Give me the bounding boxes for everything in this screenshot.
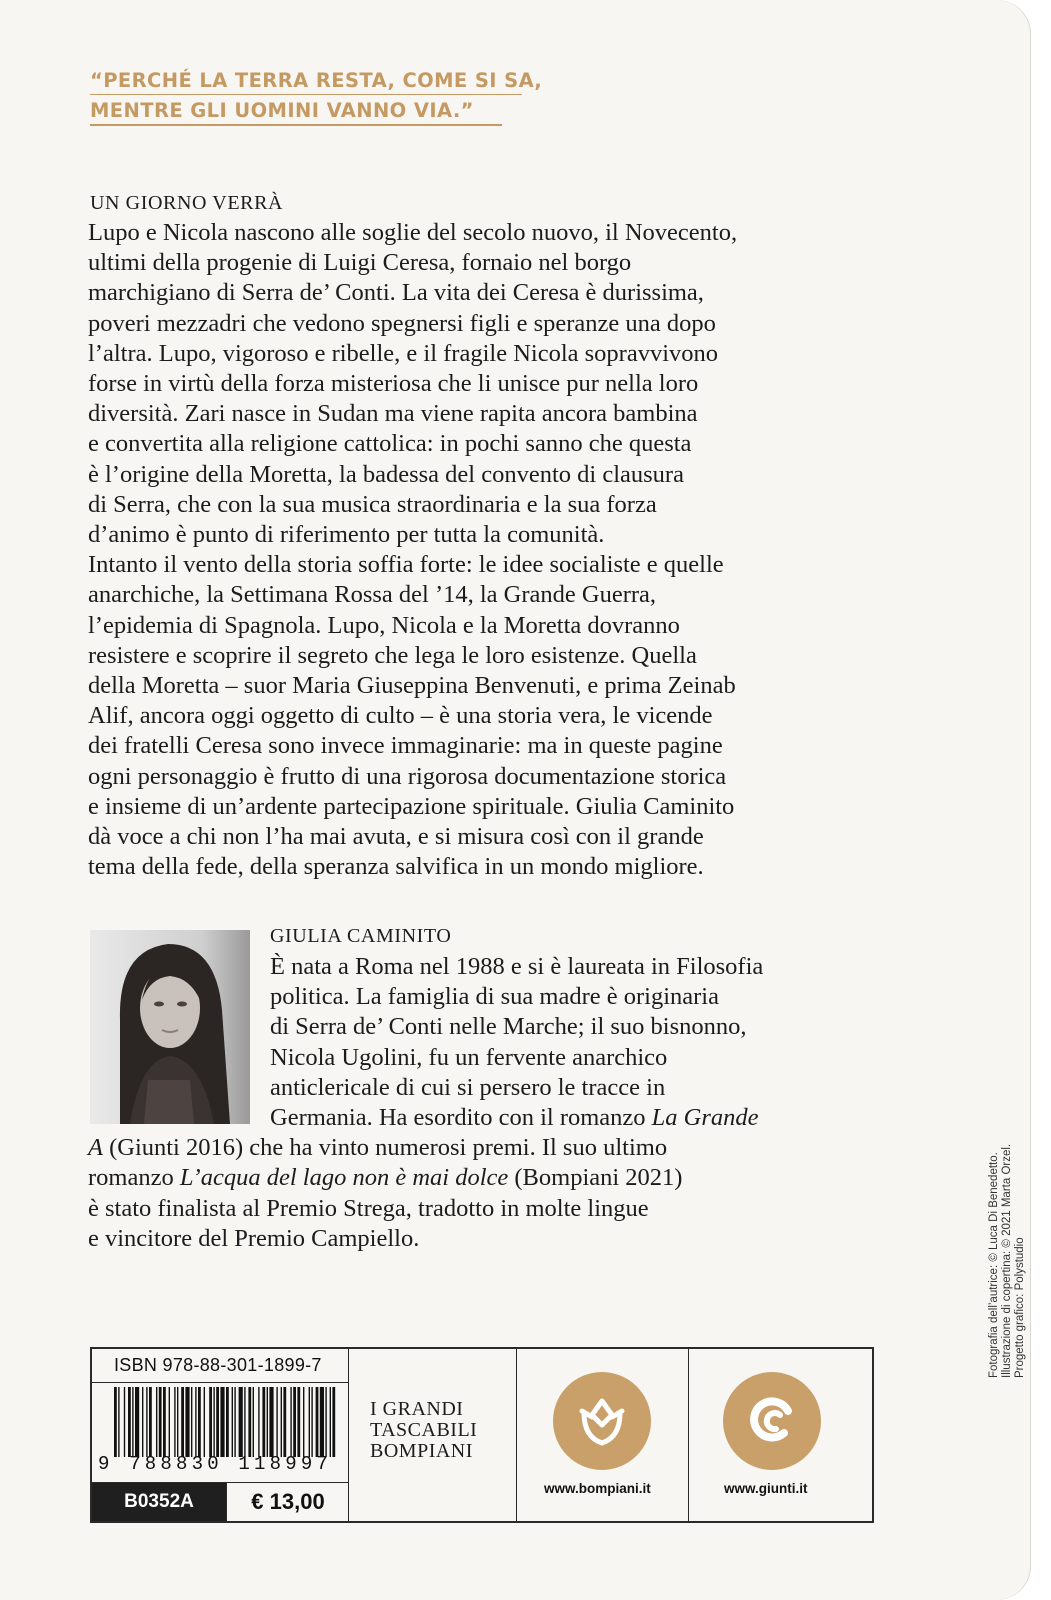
barcode-bar (226, 1387, 229, 1457)
synopsis-line: dei fratelli Ceresa sono invece immaginarie: ma in queste pagine (88, 732, 723, 760)
bompiani-url[interactable]: www.bompiani.it (544, 1481, 651, 1496)
barcode-bar (303, 1387, 304, 1457)
synopsis-line: poveri mezzadri che vedono spegnersi figli e speranze una dopo (88, 309, 716, 337)
barcode-bar (114, 1387, 117, 1457)
synopsis-line: l’altra. Lupo, vigoroso e ribelle, e il fragile Nicola sopravvivono (88, 339, 719, 367)
barcode-bar (181, 1387, 184, 1457)
barcode-bar (220, 1387, 224, 1457)
retail-panel (90, 1347, 874, 1523)
barcode-bar (169, 1387, 170, 1457)
bio-text: (Bompiani 2021) (508, 1164, 683, 1192)
barcode-bar (234, 1387, 235, 1457)
bio-line: e vincitore del Premio Campiello. (88, 1224, 420, 1252)
bio-line (88, 1103, 888, 1133)
barcode-bar (244, 1387, 245, 1457)
barcode-bar (258, 1387, 259, 1457)
barcode-bar (311, 1387, 312, 1457)
synopsis-title: UN GIORNO VERRÀ (90, 192, 284, 214)
barcode-bar (232, 1387, 233, 1457)
barcode-bar (198, 1387, 201, 1457)
synopsis-line: diversità. Zari nasce in Sudan ma viene rapita ancora bambina (88, 400, 698, 428)
synopsis-line: ogni personaggio è frutto di una rigorosa documentazione storica (88, 762, 727, 790)
barcode-bar (177, 1387, 178, 1457)
bio-text: romanzo (88, 1164, 180, 1192)
barcode-bar (156, 1387, 157, 1457)
author-bio (88, 952, 888, 1254)
credit-photo: Fotografia dell’autrice: © Luca Di Benedetto. (988, 1152, 1000, 1378)
bio-line: è stato finalista al Premio Strega, tradotto in molte lingue (88, 1194, 649, 1222)
giunti-logo-icon (722, 1371, 822, 1471)
synopsis-line: resistere e scoprire il segreto che lega le loro esistenze. Quella (88, 641, 697, 669)
barcode-bar (239, 1387, 243, 1457)
isbn-label: ISBN 978-88-301-1899-7 (114, 1355, 322, 1375)
bio-line (88, 1133, 888, 1163)
quote-line-1: “PERCHÉ LA TERRA RESTA, COME SI SA, (90, 69, 543, 92)
barcode-bar (159, 1387, 162, 1457)
barcode-bar (297, 1387, 300, 1457)
series-line: TASCABILI (370, 1419, 478, 1441)
synopsis-line: è l’origine della Moretta, la badessa del convento di clausura (88, 460, 684, 488)
synopsis-line: e insieme di un’ardente partecipazione spirituale. Giulia Caminito (88, 792, 735, 820)
barcode-bar (276, 1387, 277, 1457)
synopsis-line: l’epidemia di Spagnola. Lupo, Nicola e la Moretta dovranno (88, 611, 680, 639)
barcode-bar (267, 1387, 268, 1457)
bio-line: anticlericale di cui si persero le tracce in (270, 1073, 666, 1101)
barcode-number: 9 788830 118997 (98, 1453, 333, 1475)
quote-underline-2 (90, 124, 502, 126)
divider (226, 1482, 227, 1523)
book-title-italic: L’acqua del lago non è mai dolce (179, 1164, 509, 1192)
barcode-bar (332, 1387, 335, 1457)
divider (348, 1349, 349, 1521)
bio-line: politica. La famiglia di sua madre è originaria (270, 983, 719, 1011)
barcode-bar (253, 1387, 254, 1457)
series-line: BOMPIANI (370, 1440, 473, 1462)
divider (516, 1349, 517, 1521)
synopsis-line: Intanto il vento della storia soffia forte: le idee socialiste e quelle (88, 551, 724, 579)
barcode-bar (135, 1387, 139, 1457)
barcode-bar (283, 1387, 286, 1457)
synopsis-text (88, 218, 888, 882)
barcode-bar (142, 1387, 143, 1457)
barcode-bar (262, 1387, 265, 1457)
synopsis-line: Alif, ancora oggi oggetto di culto – è una storia vera, le vicende (88, 702, 713, 730)
barcode-bar (195, 1387, 196, 1457)
barcode-bar (269, 1387, 273, 1457)
synopsis-line: della Moretta – suor Maria Giuseppina Benvenuti, e prima Zeinab (88, 672, 736, 700)
credit-design: Progetto grafico: Polystudio (1014, 1237, 1026, 1378)
bio-line (88, 1163, 888, 1193)
barcode-bar (216, 1387, 219, 1457)
barcode-bar (209, 1387, 212, 1457)
bio-line: di Serra de’ Conti nelle Marche; il suo bisnonno, (270, 1013, 747, 1041)
barcode-bar (213, 1387, 214, 1457)
synopsis-line: forse in virtù della forza misteriosa che li unisce pur nella loro (88, 370, 699, 398)
series-line: I GRANDI (370, 1398, 464, 1420)
divider (92, 1382, 348, 1383)
barcode-bar (128, 1387, 131, 1457)
synopsis-line: tema della fede, della speranza salvifica in un mondo migliore. (88, 853, 704, 881)
barcode-bar (316, 1387, 319, 1457)
cover-quote (90, 66, 590, 126)
bio-text: Germania. Ha esordito con il romanzo (270, 1104, 652, 1132)
synopsis-line: marchigiano di Serra de’ Conti. La vita dei Ceresa è durissima, (88, 279, 704, 307)
synopsis-line: d’animo è punto di riferimento per tutta la comunità. (88, 521, 605, 549)
product-code: B0352A (92, 1483, 226, 1521)
book-title-italic: La Grande (651, 1104, 759, 1132)
credit-illustration: Illustrazione di copertina: © 2021 Marta Orzel. (1001, 1143, 1013, 1378)
barcode-bar (185, 1387, 189, 1457)
synopsis-line: anarchiche, la Settimana Rossa del ’14, la Grande Guerra, (88, 581, 657, 609)
barcode-bar (330, 1387, 331, 1457)
bompiani-logo-icon (552, 1371, 652, 1471)
barcode-bar (118, 1387, 119, 1457)
synopsis-line: ultimi della progenie di Luigi Ceresa, fornaio nel borgo (88, 249, 632, 277)
barcode-bar (281, 1387, 282, 1457)
barcode-bar (320, 1387, 324, 1457)
barcode-bar (248, 1387, 251, 1457)
barcode-bar (290, 1387, 291, 1457)
price: € 13,00 (251, 1489, 325, 1514)
barcode (112, 1387, 336, 1457)
series-logo (370, 1399, 510, 1462)
bio-line: Nicola Ugolini, fu un fervente anarchico (270, 1043, 668, 1071)
barcode-bar (174, 1387, 175, 1457)
synopsis-line: dà voce a chi non l’ha mai avuta, e si misura così con il grande (88, 823, 704, 851)
barcode-bar (204, 1387, 205, 1457)
quote-underline-1 (90, 94, 522, 95)
quote-line-2: MENTRE GLI UOMINI VANNO VIA.” (90, 99, 474, 122)
synopsis-line: Lupo e Nicola nascono alle soglie del secolo nuovo, il Novecento, (88, 219, 738, 246)
barcode-bar (132, 1387, 133, 1457)
book-title-italic: A (88, 1134, 103, 1162)
barcode-bar (191, 1387, 192, 1457)
barcode-bar (163, 1387, 166, 1457)
barcode-bar (124, 1387, 125, 1457)
barcode-bar (325, 1387, 326, 1457)
barcode-bar (309, 1387, 310, 1457)
barcode-bar (293, 1387, 296, 1457)
bio-text: (Giunti 2016) che ha vinto numerosi premi. Il suo ultimo (102, 1134, 668, 1162)
synopsis-line: di Serra, che con la sua musica straordinaria e la sua forza (88, 490, 657, 518)
synopsis-line: e convertita alla religione cattolica: in pochi sanno che questa (88, 430, 692, 458)
giunti-url[interactable]: www.giunti.it (724, 1481, 808, 1496)
divider (688, 1349, 689, 1521)
barcode-bar (146, 1387, 147, 1457)
bio-line: È nata a Roma nel 1988 e si è laureata in Filosofia (270, 953, 764, 980)
barcode-bar (149, 1387, 152, 1457)
author-name: GIULIA CAMINITO (270, 925, 452, 947)
